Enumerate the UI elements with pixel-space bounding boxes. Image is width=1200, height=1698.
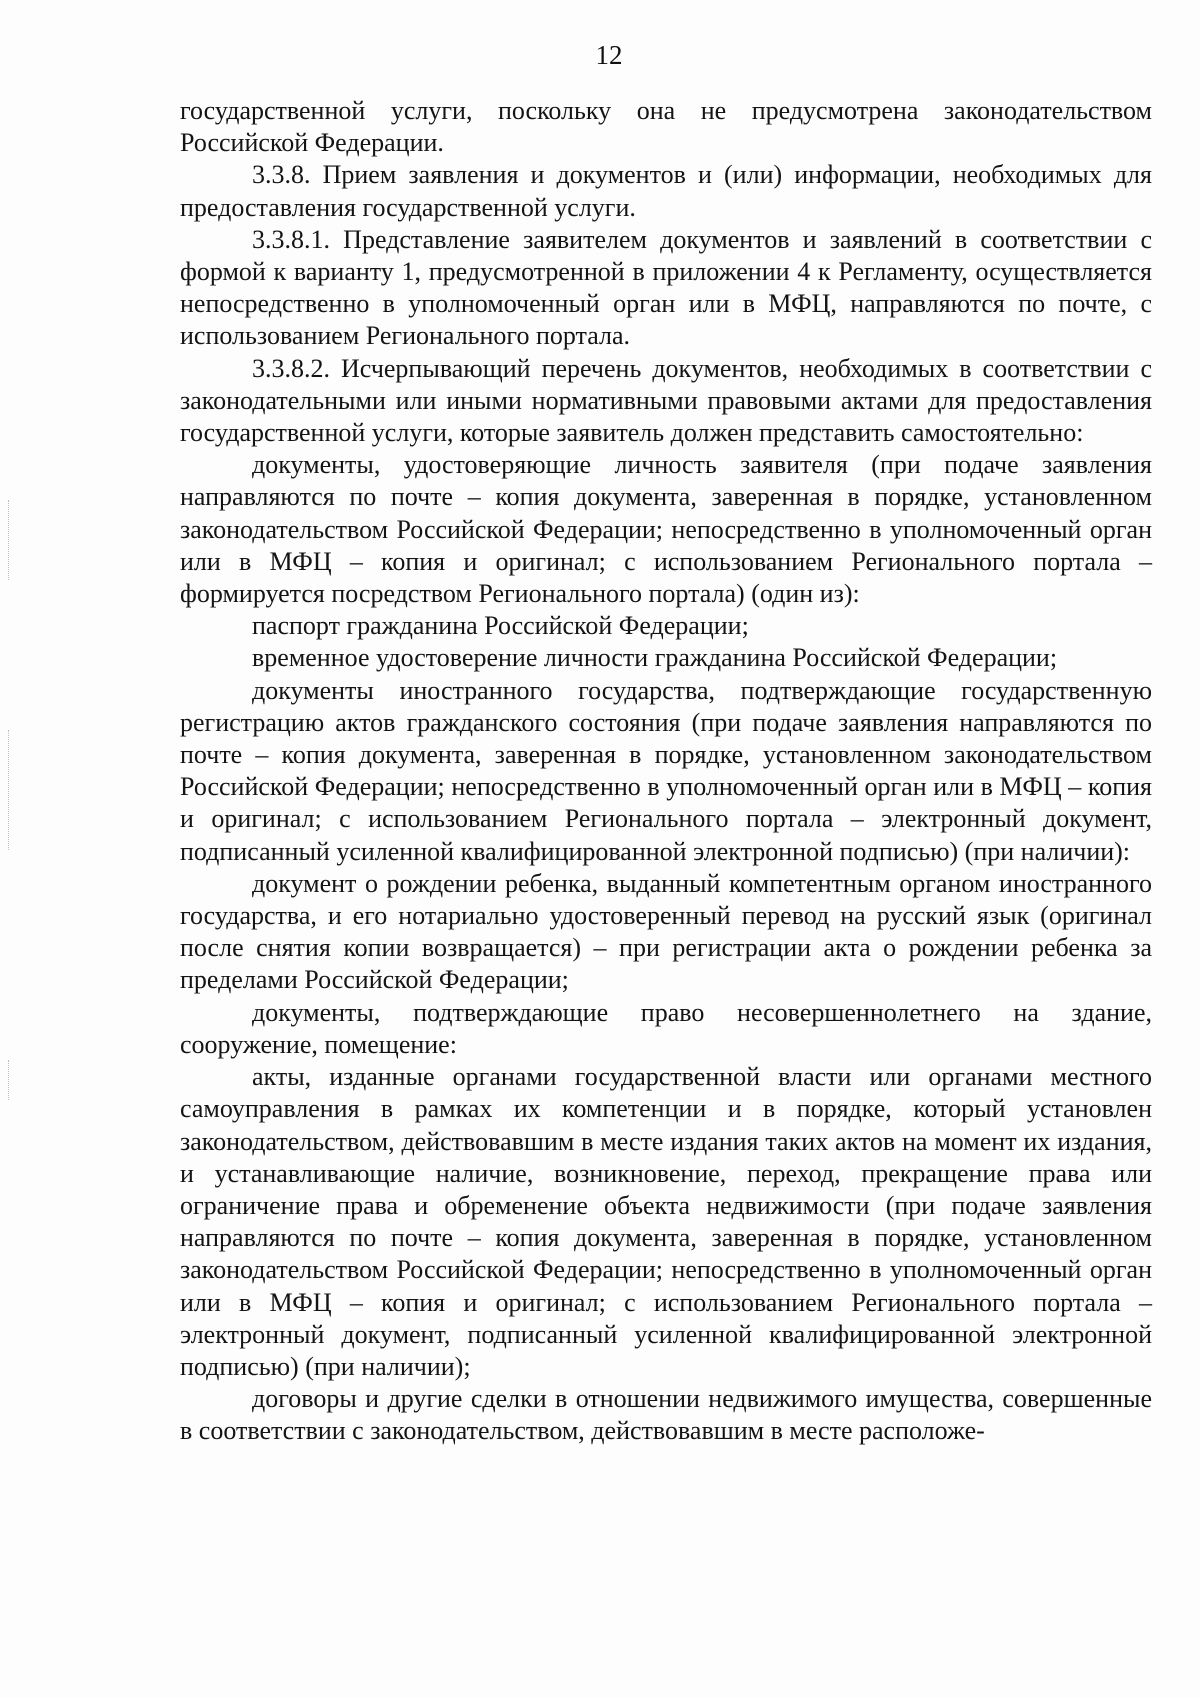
paragraph-identity-documents: документы, удостоверяющие личность заявителя (при подаче заявления направляются по почте – копия документа, заверенная в порядке, установленном законодательством Российской Федерации; непосредственно в уполномоченный орган или в МФЦ – копия и оригинал; с использованием Регионального портала – формируется посредством Регионального портала) (один из): [180,450,1152,609]
paragraph-birth-document: документ о рождении ребенка, выданный компетентным органом иностранного государства, и его нотариально удостоверенный перевод на русский язык (оригинал после снятия копии возвращается) – при регистрации акта о рождении ребенка за пределами Российской Федерации; [180,868,1152,995]
page-number: 12 [595,40,623,70]
paragraph-continuation: государственной услуги, поскольку она не предусмотрена законодательством Российской Федерации. [180,96,1152,158]
document-body [180,95,1152,1448]
scan-artifact [8,500,12,580]
list-item-passport: паспорт гражданина Российской Федерации; [252,611,749,641]
paragraph-3-3-8-1: 3.3.8.1. Представление заявителем документов и заявлений в соответствии с формой к варианту 1, предусмотренной в приложении 4 к Регламенту, осуществляется непосредственно в уполномоченный орган или в МФЦ, направляются по почте, с использованием Регионального портала. [180,224,1152,351]
paragraph-foreign-documents: документы иностранного государства, подтверждающие государственную регистрацию актов гражданского состояния (при подаче заявления направляются по почте – копия документа, заверенная в порядке, установленном законодательством Российской Федерации; непосредственно в уполномоченный орган или в МФЦ – копия и оригинал; с использованием Регионального портала – электронный документ, подписанный усиленной квалифицированной электронной подписью) (при наличии): [180,675,1152,866]
scan-artifact [8,730,12,850]
paragraph-3-3-8: 3.3.8. Прием заявления и документов и (или) информации, необходимых для предоставления государственной услуги. [180,160,1152,222]
list-item-temporary-id: временное удостоверение личности гражданина Российской Федерации; [252,643,1058,673]
paragraph-contracts: договоры и другие сделки в отношении недвижимого имущества, совершенные в соответствии с законодательством, действовавшим в месте расположе- [180,1384,1152,1446]
paragraph-property-rights: документы, подтверждающие право несовершеннолетнего на здание, сооружение, помещение: [180,997,1152,1059]
paragraph-acts: акты, изданные органами государственной власти или органами местного самоуправления в рамках их компетенции и в порядке, который установлен законодательством, действовавшим в месте издания таких актов на момент их издания, и устанавливающие наличие, возникновение, переход, прекращение права или ограничение права и обременение объекта недвижимости (при подаче заявления направляются по почте – копия документа, заверенная в порядке, установленном законодательством Российской Федерации; непосредственно в уполномоченный орган или в МФЦ – копия и оригинал; с использованием Регионального портала – электронный документ, подписанный усиленной квалифицированной электронной подписью) (при наличии); [180,1062,1152,1381]
paragraph-3-3-8-2: 3.3.8.2. Исчерпывающий перечень документов, необходимых в соответствии с законодательными или иными нормативными правовыми актами для предоставления государственной услуги, которые заявитель должен представить самостоятельно: [180,353,1152,448]
scan-artifact [8,1060,12,1100]
